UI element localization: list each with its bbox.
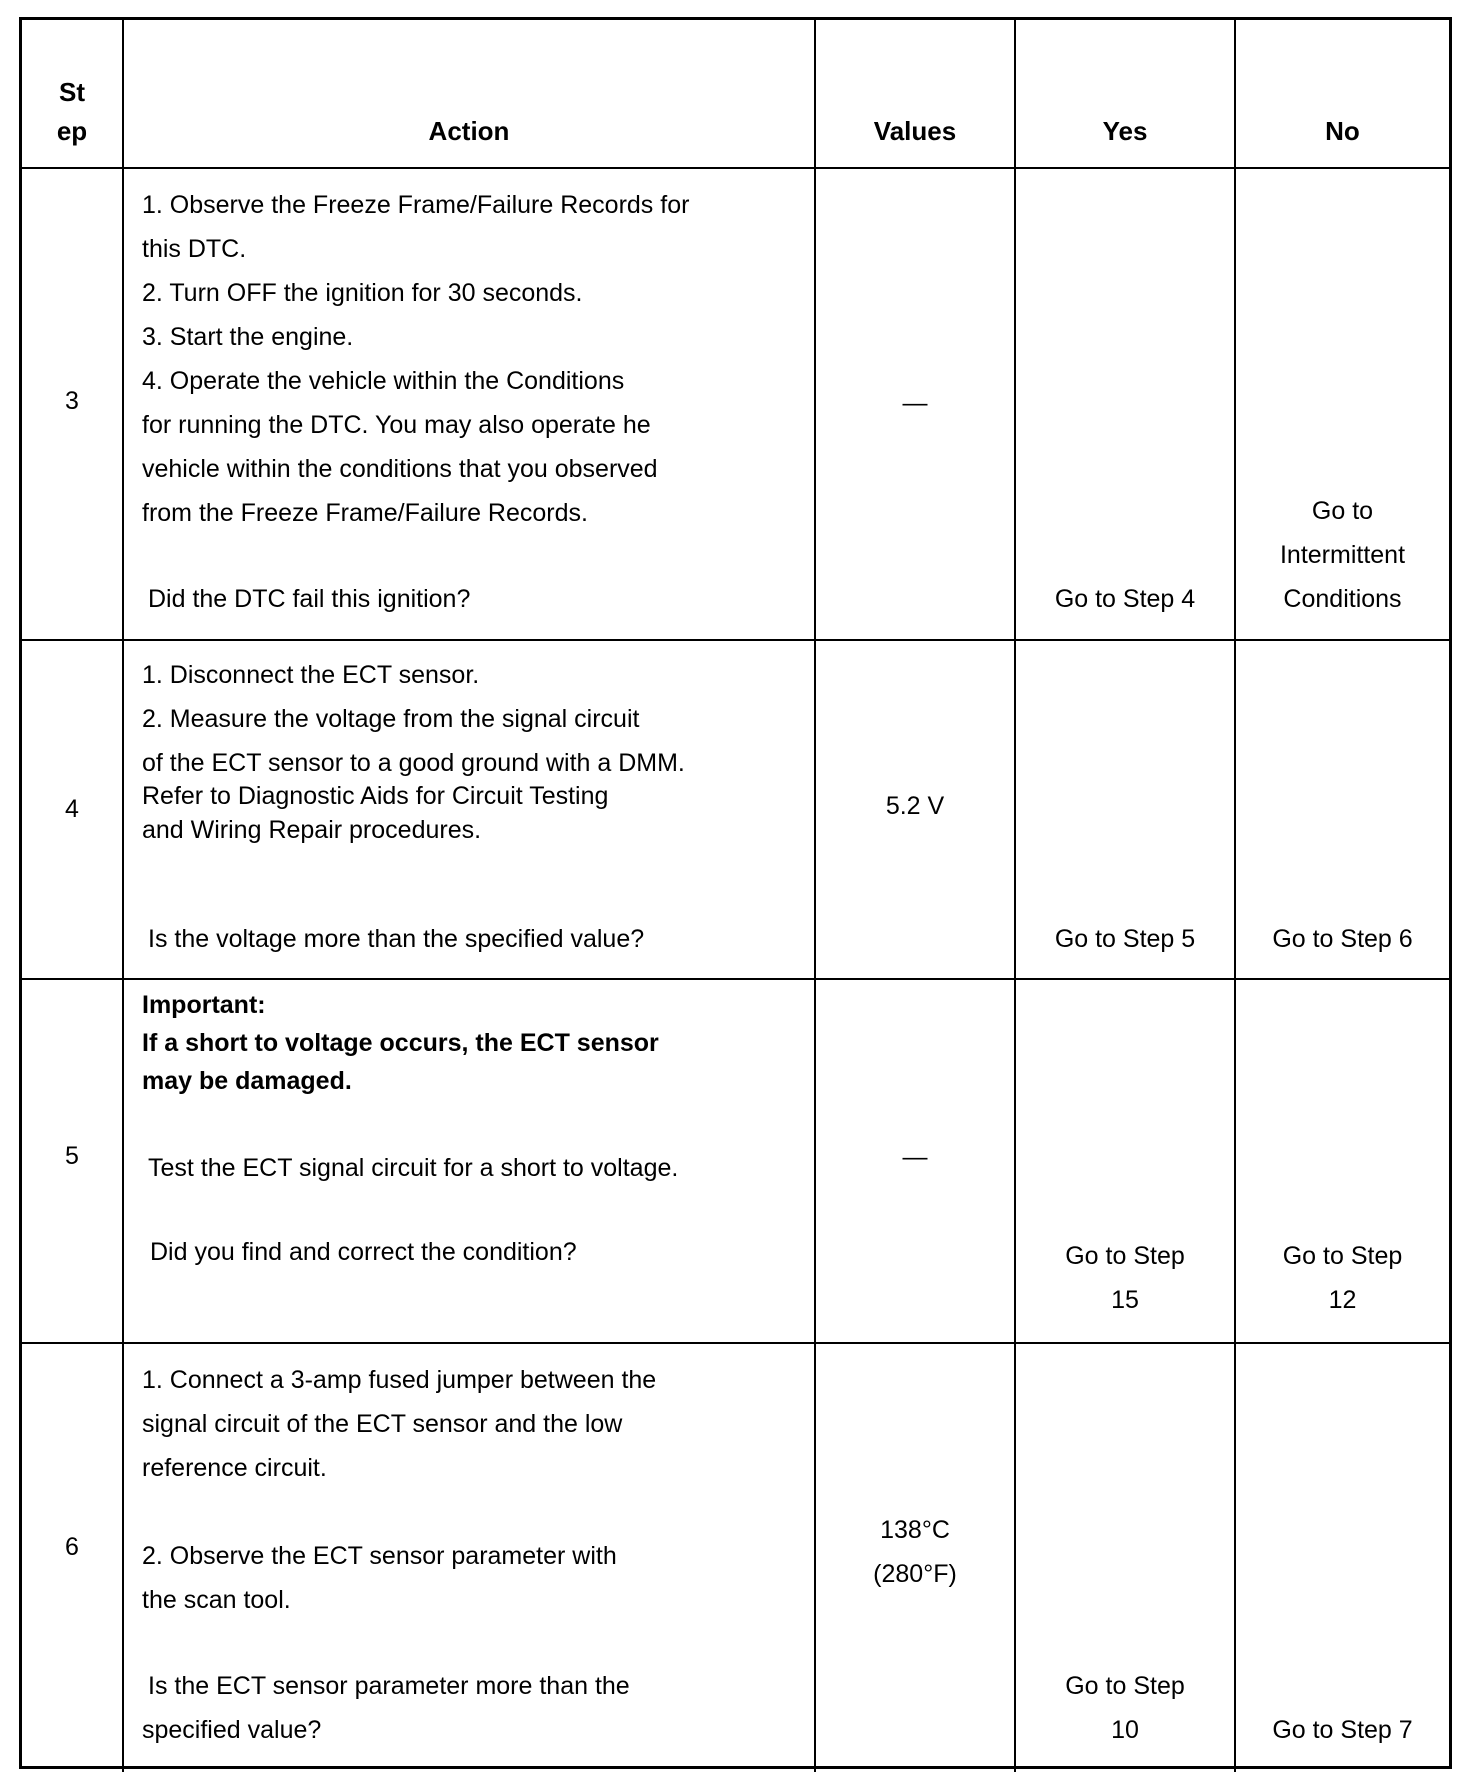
important-line: may be damaged. — [142, 1067, 352, 1095]
action-line: 1. Disconnect the ECT sensor. — [142, 661, 480, 689]
step-number: 5 — [65, 1142, 79, 1170]
table-row — [22, 169, 1449, 641]
action-question-line: specified value? — [142, 1716, 322, 1744]
diagnostic-table — [19, 17, 1452, 1769]
step-cell — [22, 1344, 124, 1772]
yes-cell — [1016, 641, 1236, 978]
action-line: 3. Start the engine. — [142, 323, 354, 351]
value-text: — — [902, 389, 928, 417]
header-step-cell — [22, 20, 124, 167]
action-question: Did you find and correct the condition? — [150, 1238, 577, 1266]
action-line: 4. Operate the vehicle within the Conditions — [142, 367, 625, 395]
header-step-label-1: St — [59, 77, 85, 107]
table-row — [22, 641, 1449, 980]
header-values-label: Values — [873, 116, 957, 146]
header-action-cell — [124, 20, 816, 167]
no-cell — [1236, 641, 1449, 978]
action-cell — [124, 641, 816, 978]
no-result-line: Conditions — [1283, 585, 1402, 613]
action-line: 1. Connect a 3-amp fused jumper between the — [142, 1366, 657, 1394]
header-values-cell — [816, 20, 1016, 167]
step-number: 4 — [65, 795, 79, 823]
header-yes-label: Yes — [1102, 116, 1148, 146]
yes-result-line: Go to Step — [1065, 1242, 1185, 1270]
table-row — [22, 980, 1449, 1344]
no-result-line: 12 — [1328, 1286, 1357, 1314]
action-line: 2. Turn OFF the ignition for 30 seconds. — [142, 279, 583, 307]
action-test: Test the ECT signal circuit for a short to voltage. — [148, 1154, 679, 1182]
values-cell — [816, 1344, 1016, 1772]
header-no-label: No — [1325, 116, 1360, 146]
refer-line: and Wiring Repair procedures. — [142, 816, 482, 844]
refer-line: Refer to Diagnostic Aids for Circuit Testing — [142, 782, 609, 810]
action-line: of the ECT sensor to a good ground with a DMM. — [142, 749, 685, 777]
table-header-row — [22, 20, 1449, 169]
no-cell — [1236, 980, 1449, 1342]
yes-cell — [1016, 169, 1236, 639]
action-cell — [124, 169, 816, 639]
yes-result-line: 10 — [1111, 1716, 1139, 1744]
yes-result: Go to Step 4 — [1054, 585, 1196, 613]
yes-result-line: 15 — [1111, 1286, 1139, 1314]
step-number: 6 — [65, 1533, 79, 1561]
action-line: the scan tool. — [142, 1586, 291, 1614]
header-action-label: Action — [428, 116, 510, 146]
value-text: 5.2 V — [885, 792, 945, 820]
header-yes-cell — [1016, 20, 1236, 167]
step-cell — [22, 169, 124, 639]
action-cell — [124, 980, 816, 1342]
step-cell — [22, 641, 124, 978]
action-line: this DTC. — [142, 235, 247, 263]
yes-result: Go to Step 5 — [1054, 925, 1196, 953]
action-line: 2. Observe the ECT sensor parameter with — [142, 1542, 617, 1570]
no-cell — [1236, 169, 1449, 639]
value-text-line: (280°F) — [873, 1560, 957, 1588]
yes-cell — [1016, 980, 1236, 1342]
yes-result-line: Go to Step — [1065, 1672, 1185, 1700]
important-heading: Important: — [142, 991, 266, 1019]
action-question: Is the voltage more than the specified value? — [148, 925, 645, 953]
table-row — [22, 1344, 1449, 1772]
header-step-label-2: ep — [56, 116, 88, 146]
action-line: signal circuit of the ECT sensor and the low — [142, 1410, 623, 1438]
no-result: Go to Step 6 — [1272, 925, 1413, 953]
values-cell — [816, 641, 1016, 978]
value-text-line: 138°C — [880, 1516, 950, 1544]
no-result-line: Intermittent — [1279, 541, 1406, 569]
important-line: If a short to voltage occurs, the ECT sensor — [142, 1029, 659, 1057]
values-cell — [816, 980, 1016, 1342]
header-no-cell — [1236, 20, 1449, 167]
action-line: 1. Observe the Freeze Frame/Failure Records for — [142, 191, 690, 219]
no-result-line: Go to — [1311, 497, 1374, 525]
no-result: Go to Step 7 — [1272, 1716, 1413, 1744]
value-text: — — [902, 1143, 928, 1171]
action-line: reference circuit. — [142, 1454, 327, 1482]
no-cell — [1236, 1344, 1449, 1772]
no-result-line: Go to Step — [1282, 1242, 1403, 1270]
yes-cell — [1016, 1344, 1236, 1772]
action-question-line: Is the ECT sensor parameter more than the — [148, 1672, 630, 1700]
action-line: from the Freeze Frame/Failure Records. — [142, 499, 588, 527]
action-cell — [124, 1344, 816, 1772]
action-line: 2. Measure the voltage from the signal circuit — [142, 705, 640, 733]
step-cell — [22, 980, 124, 1342]
step-number: 3 — [65, 387, 79, 415]
action-question: Did the DTC fail this ignition? — [148, 585, 471, 613]
action-line: for running the DTC. You may also operate he — [142, 411, 651, 439]
action-line: vehicle within the conditions that you observed — [142, 455, 658, 483]
values-cell — [816, 169, 1016, 639]
